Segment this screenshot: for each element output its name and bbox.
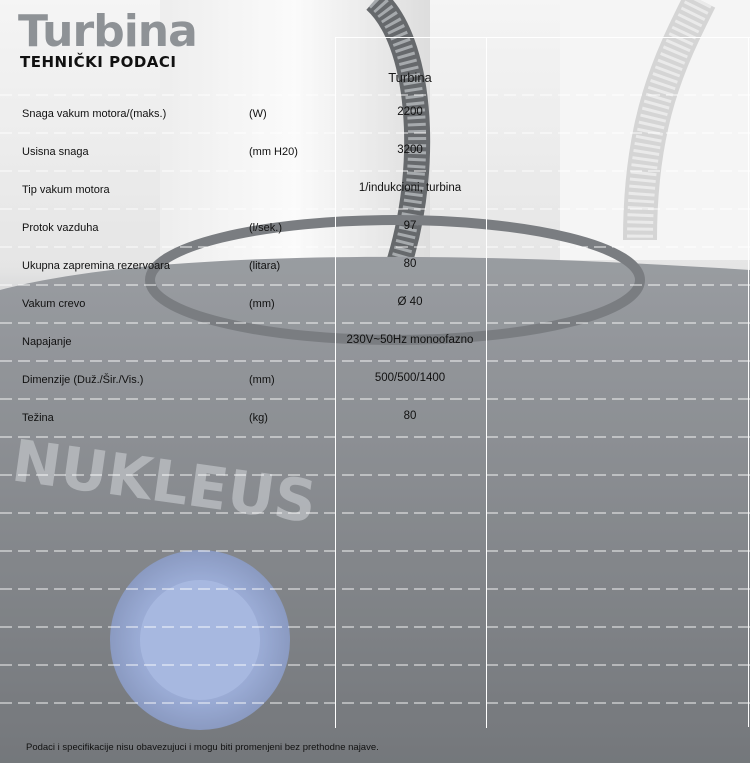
spec-row [0, 336, 750, 356]
frame-top-line [485, 37, 750, 38]
page-title: Turbina [18, 6, 197, 57]
spec-value: 80 [403, 410, 417, 422]
spec-value: 1/indukcioni, turbina [358, 182, 462, 194]
spec-value: 97 [403, 220, 417, 232]
spec-value: 230V~50Hz monoofazno [346, 334, 474, 346]
spec-unit: (mm) [249, 298, 275, 310]
spec-unit: (kg) [249, 412, 268, 424]
spec-unit: (mm H20) [249, 146, 298, 158]
brand-watermark: NUKLEUS [8, 426, 321, 537]
column-header: Turbina [388, 70, 432, 85]
spec-row [0, 184, 750, 204]
spec-label: Usisna snaga [22, 146, 89, 158]
spec-label: Napajanje [22, 336, 72, 348]
spec-unit: (W) [249, 108, 267, 120]
spec-label: Protok vazduha [22, 222, 99, 234]
spec-row [0, 412, 750, 432]
spec-value: 80 [403, 258, 417, 270]
spec-row [0, 260, 750, 280]
spec-label: Snaga vakum motora/(maks.) [22, 108, 167, 120]
spec-row [0, 374, 750, 394]
spec-unit: (mm) [249, 374, 275, 386]
spec-row [0, 146, 750, 166]
spec-label: Dimenzije (Duž./Šir./Vis.) [22, 374, 144, 386]
spec-value: 500/500/1400 [374, 372, 446, 384]
spec-value: Ø 40 [397, 296, 423, 308]
spec-value: 3200 [397, 144, 423, 156]
spec-row [0, 222, 750, 242]
spec-unit: (l/sek.) [249, 222, 282, 234]
spec-label: Ukupna zapremina rezervoara [22, 260, 170, 272]
spec-value: 2200 [397, 106, 423, 118]
disclaimer-note: Podaci i specifikacije nisu obavezujuci i mogu biti promenjeni bez prethodne najave. [26, 742, 379, 753]
spec-row [0, 108, 750, 128]
spec-label: Težina [22, 412, 54, 424]
spec-row [0, 298, 750, 318]
spec-label: Vakum crevo [22, 298, 86, 310]
spec-label: Tip vakum motora [22, 184, 110, 196]
spec-unit: (litara) [249, 260, 281, 272]
page-subtitle: TEHNIČKI PODACI [20, 53, 177, 71]
